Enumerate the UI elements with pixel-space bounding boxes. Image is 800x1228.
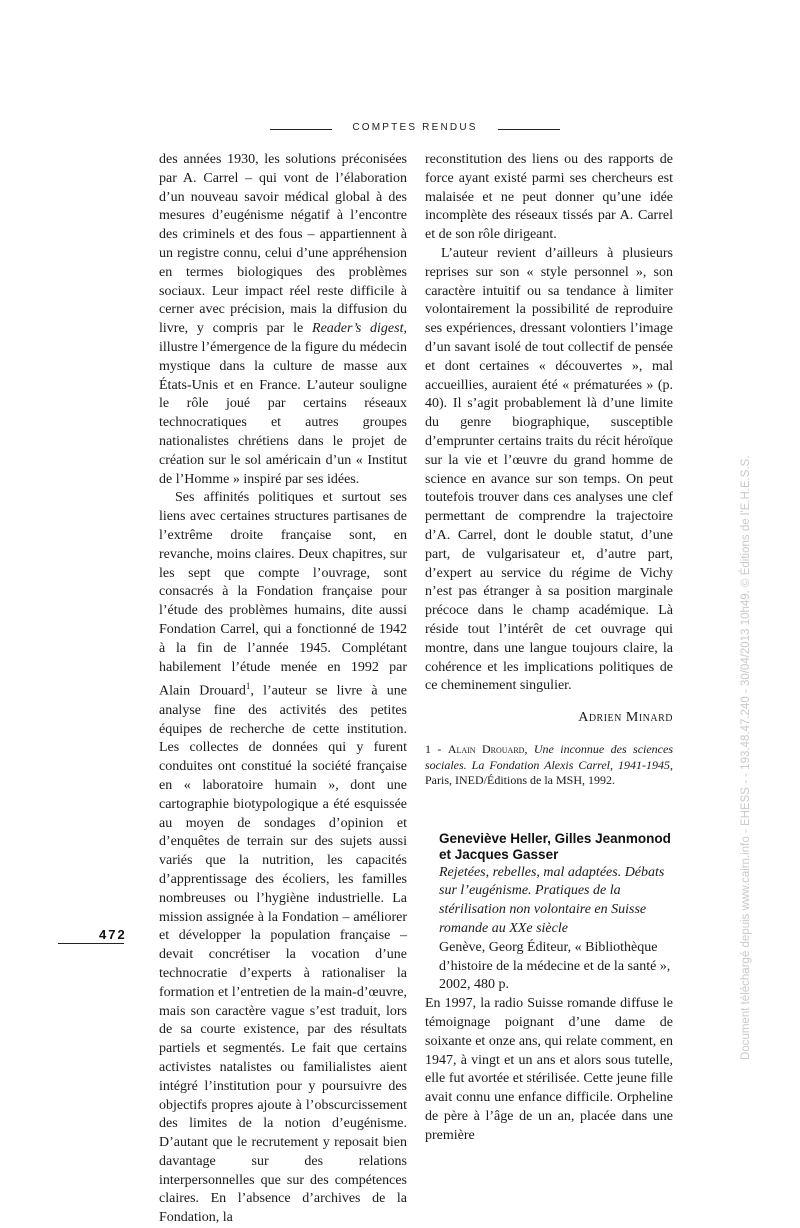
header-rule-right xyxy=(498,129,560,130)
footnote: 1 - Alain Drouard, Une inconnue des sciences sociales. La Fondation Alexis Carrel, 1941-1945, Paris, INED/Éditions de la MSH, 1992. xyxy=(425,741,674,788)
download-watermark: Document téléchargé depuis www.cairn.info - EHESS - - 193.48.47.240 - 30/04/2013 10h49. © Éditions de l'E.H.E.S.S. xyxy=(740,455,752,1060)
right-column xyxy=(425,151,673,1146)
running-title: COMPTES RENDUS xyxy=(352,122,478,133)
paragraph: L’auteur revient d’ailleurs à plusieurs reprises sur son « style personnel », son caractère intuitif ou sa tendance à limiter volontairement la possibilité de reproduire ses expériences, dressant volontiers l’image d’un savant isolé de tout collectif de pensée et dont certaines « découvertes », mal accueillies, auraient été « prématurées » (p. 40). Il s’agit probablement là d’une limite du genre biographique, susceptible d’emprunter certains traits du récit héroïque sur la vie et l’œuvre du grand homme de science en avance sur son temps. On peut toutefois trouver dans ces analyses une clef permettant de comprendre la trajectoire d’A. Carrel, dont le double statut, d’une part, de vulgarisateur et, d’autre part, d’expert au service du régime de Vichy n’est pas étranger à sa position marginale précoce dans le champ académique. Là réside tout l’intérêt de cet ouvrage qui montre, dans une langue toujours claire, la cohérence et les implications politiques de ce cheminement singulier. xyxy=(425,245,673,694)
page-number: 472 xyxy=(99,927,127,942)
book-title: Rejetées, rebelles, mal adaptées. Débats sur l’eugénisme. Pratiques de la stérilisation non volontaire en Suisse romande au XXe siècle xyxy=(439,864,665,937)
review-author: Adrien Minard xyxy=(578,710,673,726)
italic-title: Reader’s digest xyxy=(312,321,404,337)
page-number-rule xyxy=(58,943,124,944)
paragraph: En 1997, la radio Suisse romande diffuse le témoignage poignant d’une dame de soixante et onze ans, qui relate comment, en 1947, à vingt et un ans et alors sous tutelle, elle fut avortée et stérilisée. Cette jeune fille avait connu une enfance difficile. Orpheline de père à l’âge de un an, placée dans une première xyxy=(425,996,673,1143)
footnote-author: Alain Drouard xyxy=(447,741,525,756)
left-column xyxy=(159,151,407,1228)
running-header xyxy=(270,122,560,136)
paragraph: Ses affinités politiques et surtout ses liens avec certaines structures partisanes de l’extrême droite française sont, en revanche, moins claires. Deux chapitres, sur les sept que compte l’ouvrage, sont consacrés à la Fondation française pour l’étude des problèmes humains, dite aussi Fondation Carrel, qui a fonctionné de 1942 à la fin de l’année 1945. Complétant habilement l’étude menée en 1992 par Alain Drouard$^1$, l’auteur se livre à une analyse fine des activités des petites équipes de recherche de cette institution. Les collectes de données qui y furent conduites ont constitué la société française en « laboratoire humain », dont une cartographie biotypologique a été esquissée au moyen de sondages d’opinion et d’enquêtes de terrain sur des sujets aussi variés que la nutrition, les capacités d’apprentissage des écoliers, les familles nombreuses ou l’hygiène industrielle. La mission assignée à la Fondation – améliorer et développer la population française – devait concrétiser la vocation d’une technocratie d’experts à rationaliser la formation et l’entretien de la main-d’œuvre, mais son caractère vague s’est traduit, lors de sa courte existence, par des résultats partiels et segmentés. Le fait que certains activistes natalistes ou familialistes aient intégré l’institution pour y poursuivre des objectifs propres ajoute à l’obscurcissement des limites de la notion d’eugénisme. D’autant que le recrutement y reposait bien davantage sur des relations interpersonnelles que sur des compétences claires. En l’absence d’archives de la Fondation, la xyxy=(159,490,407,1226)
paragraph: des années 1930, les solutions préconisées par A. Carrel – qui vont de l’élaboration d’un nouveau savoir médical global à des mesures d’eugénisme négatif à l’encontre des criminels et des fous – appartiennent à un registre connu, celui d’une appréhension en termes biologiques des problèmes sociaux. Leur impact réel reste difficile à cerner avec précision, mais la diffusion du livre, y compris par le Reader’s digest, illustre l’émergence de la figure du médecin mystique dans la culture de masse aux États-Unis et en France. L’auteur souligne le rôle joué par certains réseaux technocratiques et autres groupes nationalistes chrétiens dans le projet de création sur le sol américain d’un « Institut de l’Homme » inspiré par ses idées. xyxy=(159,152,407,487)
book-publication: Genève, Georg Éditeur, « Bibliothèque d’histoire de la médecine et de la santé », 2002, 480 p. xyxy=(439,939,671,993)
header-rule-left xyxy=(270,129,332,130)
book-authors: Geneviève Heller, Gilles Jeanmonod et Jacques Gasser xyxy=(439,830,671,863)
paragraph: reconstitution des liens ou des rapports de force ayant existé parmi ses chercheurs est malaisée et ne peut donner qu’une idée incomplète des réseaux tissés par A. Carrel et de son rôle dirigeant. xyxy=(425,152,673,243)
footnote-title: Une inconnue des sciences sociales. La Fondation Alexis Carrel, 1941-1945 xyxy=(425,741,674,772)
footnote-ref[interactable]: 1 xyxy=(245,681,251,692)
book-review-heading xyxy=(425,831,673,996)
